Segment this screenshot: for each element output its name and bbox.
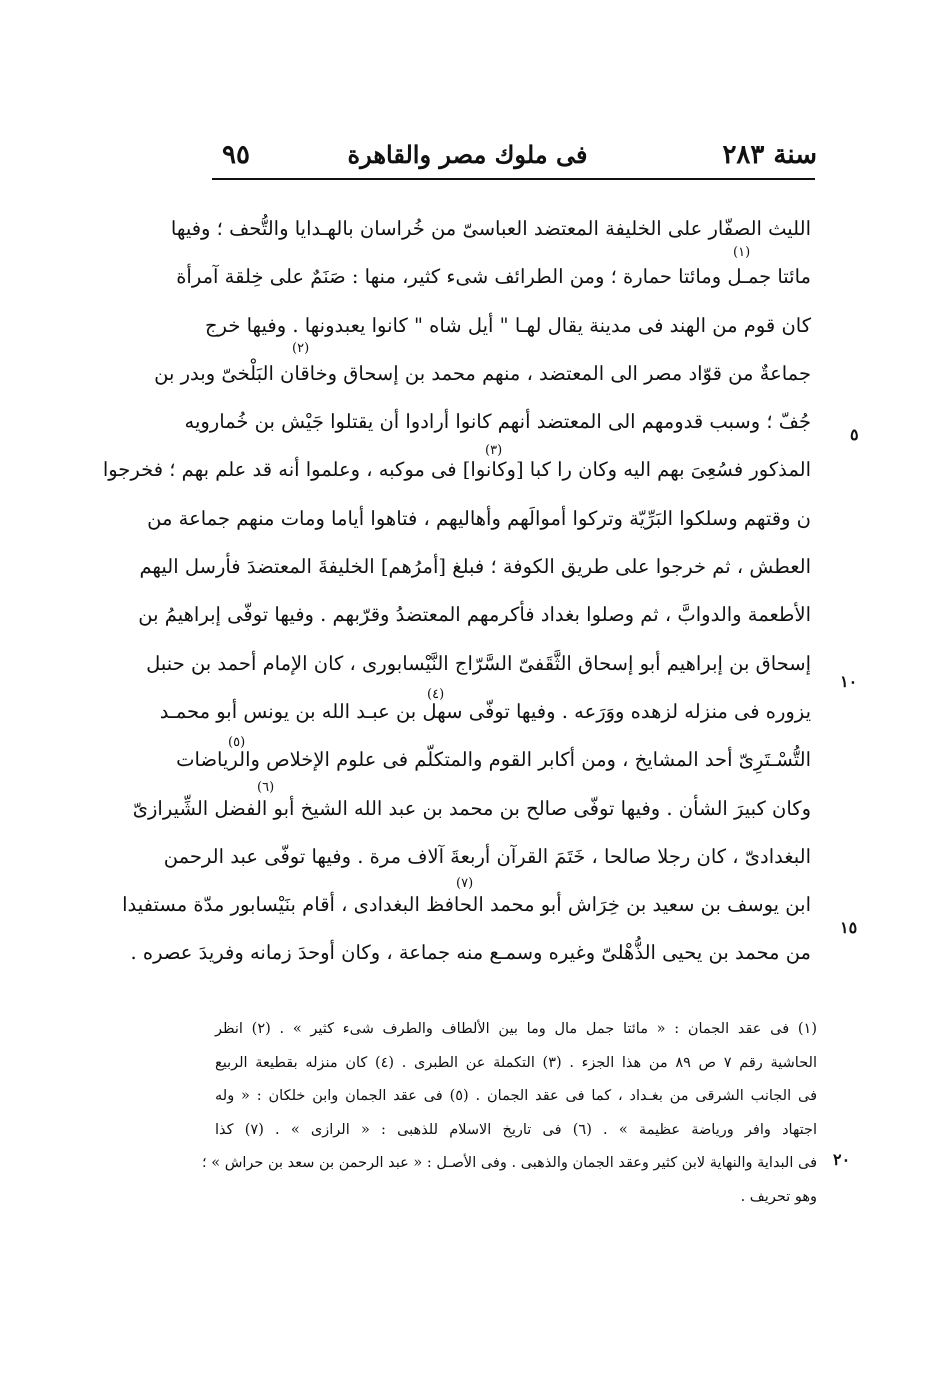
footnote-marker: (٢) (292, 341, 310, 356)
text-line: وكان كبيرَ الشأن . وفيها توفّى صالح بن محمد بن عبد الله الشيخ أبو الفضل الشِّيرازىّ (132, 796, 811, 820)
footnote-line: فى الجانب الشرقى من بغـداد ، كما فى عقد الجمان . (٥) فى عقد الجمان وابن خلكان : « وله (215, 1088, 817, 1104)
text-line: المذكور فسُعِىَ بهم اليه وكان را كبا [وكانوا] فى موكبه ، وعلموا أنه قد علم بهم ؛ فخرجوا (102, 458, 811, 482)
margin-line-number: ٥ (850, 425, 859, 444)
footnote-marker: (٣) (485, 443, 503, 458)
margin-line-number: ١٠ (840, 672, 858, 691)
year-heading: سنة ٢٨٣ (722, 140, 817, 170)
footnote-marker: (١) (733, 245, 751, 260)
text-line: البغدادىّ ، كان رجلا صالحا ، خَتَمَ القرآن أربعةَ آلاف مرة . وفيها توفّى عبد الرحمن (163, 844, 811, 868)
text-line: العطش ، ثم خرجوا على طريق الكوفة ؛ فبلغ [أمرُهم] الخليفةَ المعتضدَ فأرسل اليهم (139, 555, 811, 579)
text-line: ن وقتهم وسلكوا البَرِّيّة وتركوا أموالَهم وأهاليهم ، فتاهوا أياما ومات منهم جماعة من (147, 506, 811, 530)
text-line: كان قوم من الهند فى مدينة يقال لهـا " أيل شاه " كانوا يعبدونها . وفيها خرج (204, 313, 811, 337)
footnote-line: (١) فى عقد الجمان : « مائتا جمل مال وما بين الألطاف والطرف شىء كثير » . (٢) انظر (215, 1021, 817, 1037)
running-title: فى ملوك مصر والقاهرة (347, 140, 588, 169)
text-line: ابن يوسف بن سعيد بن خِرَاش أبو محمد الحافظ البغدادى ، أقام بنَيْسابور مدّة مستفيدا (122, 893, 811, 917)
footnote-marker: (٤) (427, 687, 445, 702)
margin-line-number: ٢٠ (833, 1150, 851, 1169)
text-line: الأطعمة والدوابَّ ، ثم وصلوا بغداد فأكرمهم المعتضدُ وقرّبهم . وفيها توفّى إبراهيمُ بن (138, 603, 811, 627)
footnote-line: فى البداية والنهاية لابن كثير وعقد الجمان والذهبى . وفى الأصـل : « عبد الرحمن بن سعد بن حراش » ؛ (202, 1155, 817, 1171)
footnote-marker: (٧) (456, 876, 474, 891)
text-line: الليث الصفّار على الخليفة المعتضد العباسىّ من خُراسان بالهـدايا والتُّحف ؛ وفيها (170, 217, 811, 240)
text-line: مائتا جمـل ومائتا حمارة ؛ ومن الطرائف شىء كثير، منها : صَنَمٌ على خِلقة آمرأة (176, 265, 811, 289)
main-text (102, 205, 811, 978)
page-number: ٩٥ (222, 140, 250, 170)
text-line: جُفّ ؛ وسبب قدومهم الى المعتضد أنهم كانوا أرادوا أن يقتلوا جَيْش بن خُمارويه (184, 410, 811, 434)
footnote-marker: (٥) (228, 735, 246, 750)
text-line: إسحاق بن إبراهيم أبو إسحاق الثَّقَفىّ السَّرّاج النَّيْسابورى ، كان الإمام أحمد بن حنبل (146, 651, 811, 675)
margin-line-number: ١٥ (840, 918, 858, 937)
footnotes (202, 1013, 818, 1214)
footnote-line: الحاشية رقم ٧ ص ٨٩ من هذا الجزء . (٣) التكملة عن الطبرى . (٤) كان منزله بقطيعة الربيع (215, 1054, 818, 1071)
text-line: جماعةٌ من قوّاد مصر الى المعتضد ، منهم محمد بن إسحاق وخاقان البَلْخىّ وبدر بن (154, 361, 811, 385)
footnote-marker: (٦) (257, 780, 275, 795)
footnote-line: اجتهاد وافر ورياضة عظيمة » . (٦) فى تاريخ الاسلام للذهبى : « الرازى » . (٧) كذا (215, 1121, 818, 1138)
header-rule (212, 178, 815, 180)
text-line: يزوره فى منزله لزهده ووَرَعه . وفيها توفّى سهل بن عبـد الله بن يونس أبو محمـد (159, 699, 811, 723)
text-line: التُّسْـتَرِىّ أحد المشايخ ، ومن أكابر القوم والمتكلّم فى علوم الإخلاص والرياضات (176, 748, 811, 772)
text-line: من محمد بن يحيى الذُّهْلىّ وغيره وسمـع منه جماعة ، وكان أوحدَ زمانه وفريدَ عصره . (130, 941, 811, 965)
footnote-line: وهو تحريف . (740, 1188, 817, 1205)
